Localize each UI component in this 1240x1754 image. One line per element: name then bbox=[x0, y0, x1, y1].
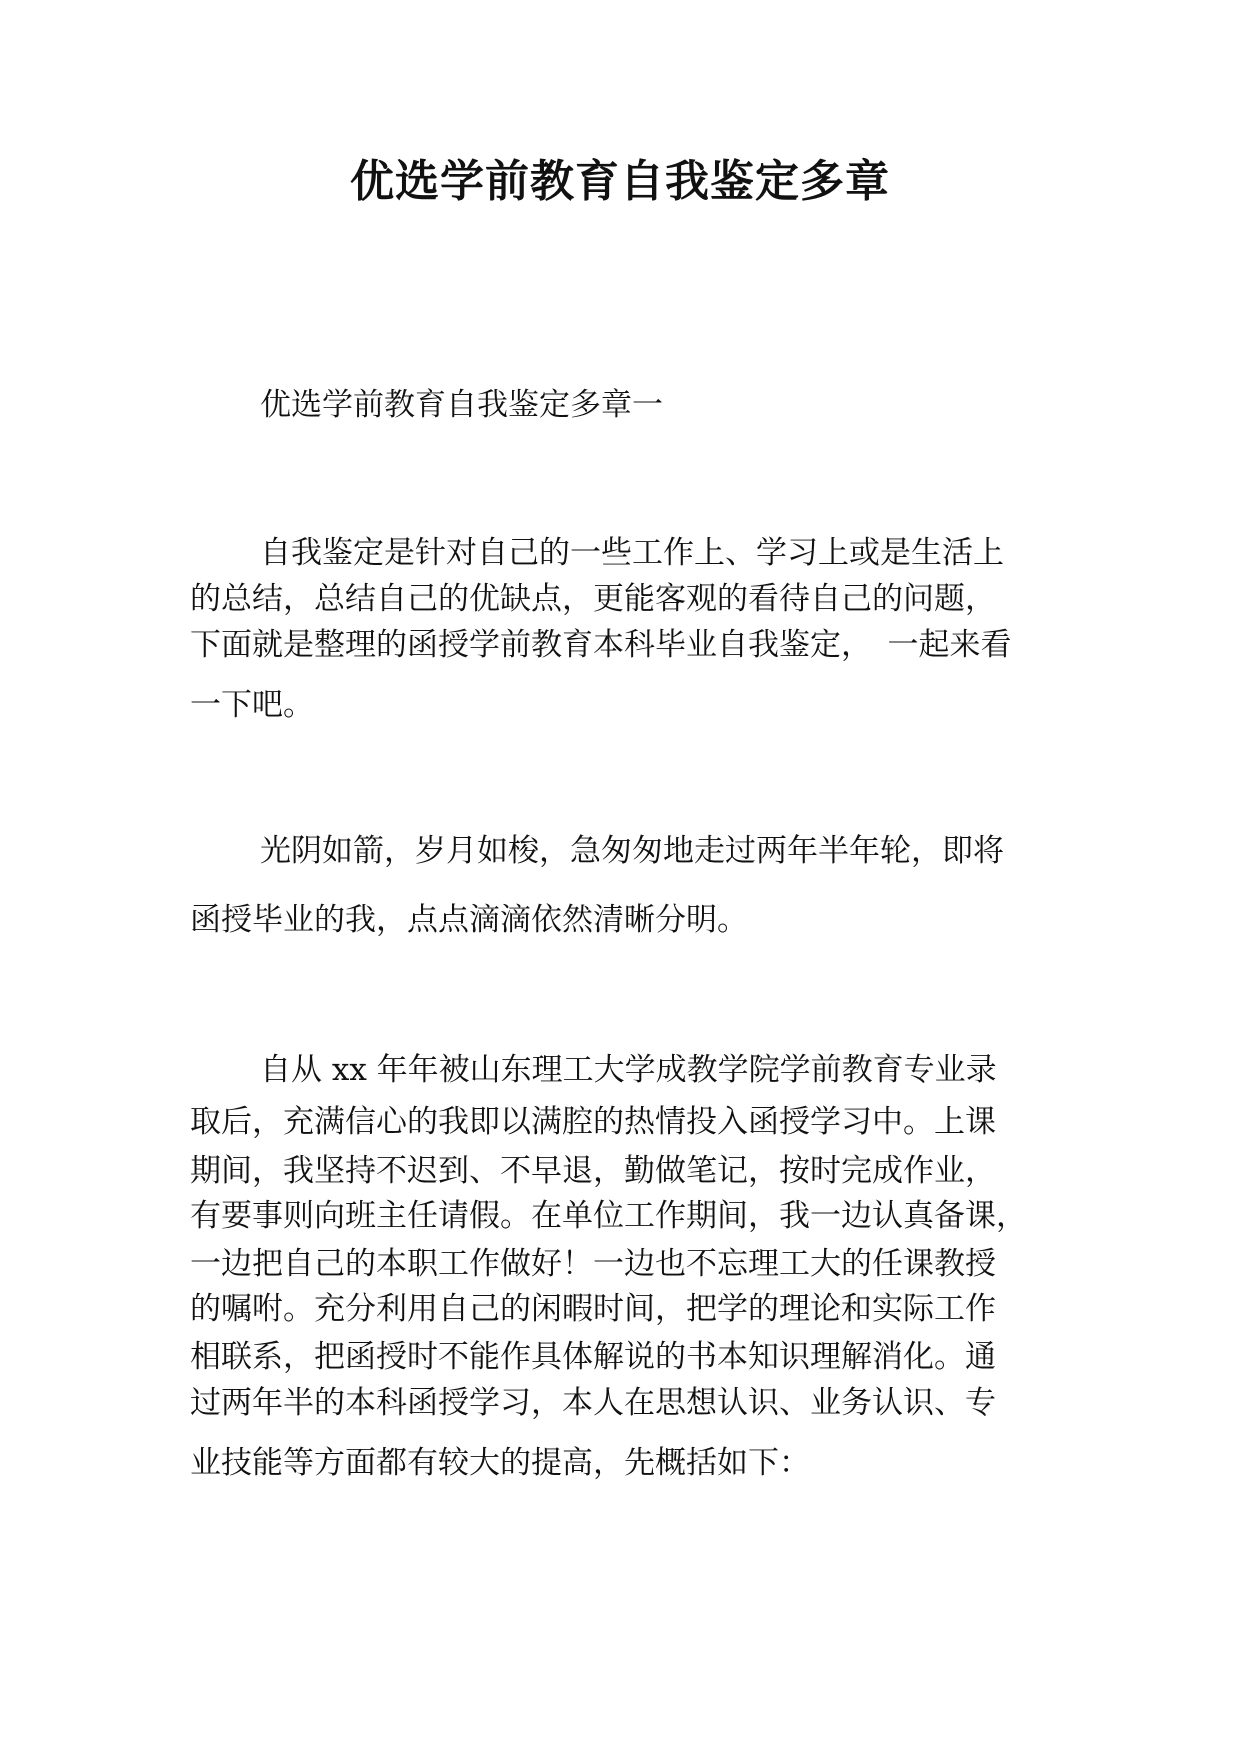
paragraph-3-line-4: 有要事则向班主任请假。在单位工作期间，我一边认真备课， bbox=[190, 1198, 1027, 1234]
document-title: 优选学前教育自我鉴定多章 bbox=[350, 156, 890, 207]
paragraph-2-line-2: 函授毕业的我，点点滴滴依然清晰分明。 bbox=[190, 902, 748, 938]
paragraph-1-line-3: 下面就是整理的函授学前教育本科毕业自我鉴定， 一起来看 bbox=[190, 627, 1012, 663]
paragraph-3-line-2: 取后，充满信心的我即以满腔的热情投入函授学习中。上课 bbox=[190, 1104, 996, 1140]
paragraph-2-line-1: 光阴如箭，岁月如梭，急匆匆地走过两年半年轮，即将 bbox=[260, 833, 1004, 869]
paragraph-1-line-4: 一下吧。 bbox=[190, 687, 314, 723]
paragraph-3-line-9: 业技能等方面都有较大的提高，先概括如下： bbox=[190, 1445, 810, 1481]
paragraph-3-line-3: 期间，我坚持不迟到、不早退，勤做笔记，按时完成作业， bbox=[190, 1153, 996, 1189]
paragraph-3-line-8: 过两年半的本科函授学习，本人在思想认识、业务认识、专 bbox=[190, 1385, 996, 1421]
paragraph-3-line-5: 一边把自己的本职工作做好！一边也不忘理工大的任课教授 bbox=[190, 1246, 996, 1282]
paragraph-1-line-2: 的总结，总结自己的优缺点，更能客观的看待自己的问题， bbox=[190, 581, 996, 617]
paragraph-3-line-7: 相联系，把函授时不能作具体解说的书本知识理解消化。通 bbox=[190, 1339, 996, 1375]
paragraph-3-line-1: 自从 xx 年年被山东理工大学成教学院学前教育专业录 bbox=[260, 1052, 997, 1088]
paragraph-1-line-1: 自我鉴定是针对自己的一些工作上、学习上或是生活上 bbox=[260, 535, 1004, 571]
section-heading: 优选学前教育自我鉴定多章一 bbox=[260, 387, 663, 423]
paragraph-3-line-6: 的嘱咐。充分利用自己的闲暇时间，把学的理论和实际工作 bbox=[190, 1291, 996, 1327]
